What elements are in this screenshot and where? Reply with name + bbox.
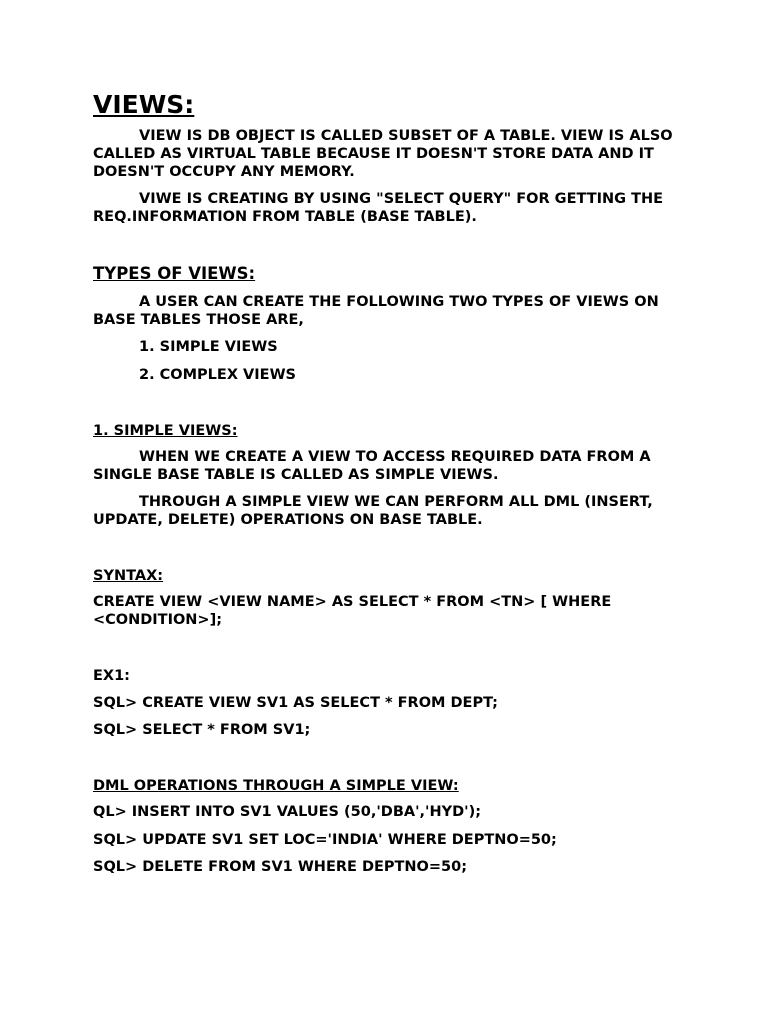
- types-list-item-complex: 2. COMPLEX VIEWS: [139, 367, 297, 383]
- simple-views-paragraph-1: WHEN WE CREATE A VIEW TO ACCESS REQUIRED DATA FROM A SINGLE BASE TABLE IS CALLED AS SIMPLE VIEWS.: [93, 449, 651, 483]
- dml-line-update: SQL> UPDATE SV1 SET LOC='INDIA' WHERE DEPTNO=50;: [93, 832, 557, 848]
- intro-paragraph-2: VIWE IS CREATING BY USING "SELECT QUERY" FOR GETTING THE REQ.INFORMATION FROM TABLE (BASE TABLE).: [93, 191, 664, 225]
- intro-paragraph-1: VIEW IS DB OBJECT IS CALLED SUBSET OF A TABLE. VIEW IS ALSO CALLED AS VIRTUAL TABLE BECAUSE IT DOESN'T STORE DATA AND IT DOESN'T OCCUPY ANY MEMORY.: [93, 128, 673, 180]
- dml-line-delete: SQL> DELETE FROM SV1 WHERE DEPTNO=50;: [93, 859, 468, 875]
- example-line-create: SQL> CREATE VIEW SV1 AS SELECT * FROM DEPT;: [93, 695, 498, 711]
- types-list-item-simple: 1. SIMPLE VIEWS: [139, 339, 278, 355]
- example-label: EX1:: [93, 668, 130, 684]
- dml-heading: DML OPERATIONS THROUGH A SIMPLE VIEW:: [93, 778, 459, 794]
- example-line-select: SQL> SELECT * FROM SV1;: [93, 722, 311, 738]
- simple-views-paragraph-2: THROUGH A SIMPLE VIEW WE CAN PERFORM ALL DML (INSERT, UPDATE, DELETE) OPERATIONS ON BASE TABLE.: [93, 494, 653, 528]
- types-paragraph: A USER CAN CREATE THE FOLLOWING TWO TYPES OF VIEWS ON BASE TABLES THOSE ARE,: [93, 294, 659, 328]
- syntax-heading: SYNTAX:: [93, 568, 164, 584]
- simple-views-heading: 1. SIMPLE VIEWS:: [93, 423, 238, 439]
- types-heading: TYPES OF VIEWS:: [93, 264, 256, 283]
- document-title: VIEWS:: [93, 90, 195, 119]
- dml-line-insert: QL> INSERT INTO SV1 VALUES (50,'DBA','HYD');: [93, 804, 482, 820]
- syntax-text: CREATE VIEW <VIEW NAME> AS SELECT * FROM <TN> [ WHERE <CONDITION>];: [93, 594, 612, 628]
